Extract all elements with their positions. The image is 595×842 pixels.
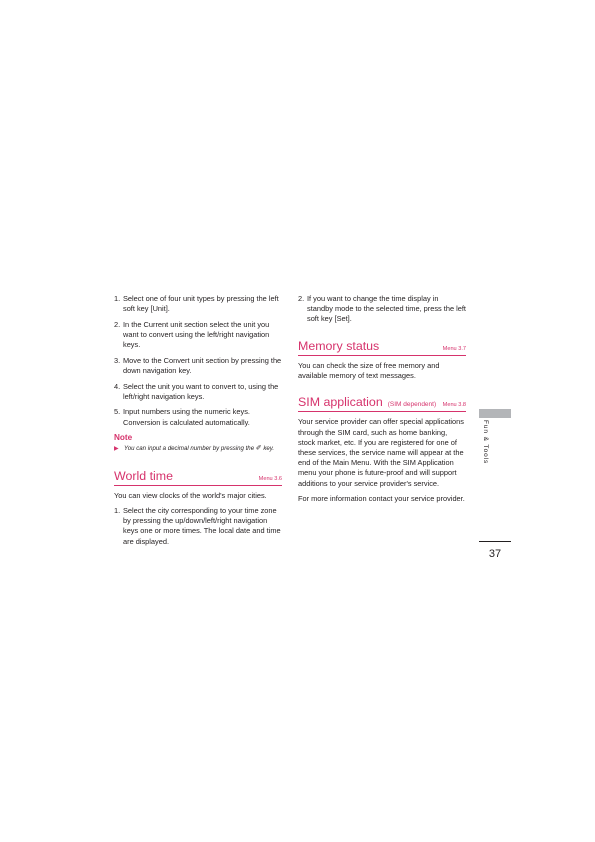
right-column [298,294,466,504]
divider [479,541,511,542]
step-text: Select the city corresponding to your time zone by pressing the up/down/left/right navigation keys one or more times. The local date and time are displayed. [123,506,281,546]
triangle-bullet-icon: ▶ [114,444,119,452]
note-heading: Note [114,433,133,443]
list-item [114,382,282,402]
unit-converter-steps [114,294,282,428]
section-body: You can check the size of free memory and available memory of text messages. [298,360,440,381]
section-intro: You can view clocks of the world's major cities. [114,490,267,500]
section-body: Your service provider can offer special applications through the SIM card, such as home banking, stock market, etc. If you are registered for one of these services, the service name will appear at the end of the Main Menu. With the SIM Application menu your phone is future-proof and will support additions to your service provider's service. [298,417,464,488]
left-column [114,294,282,552]
step-number: 4. [114,381,121,391]
chapter-label: Fun & Tools [482,420,489,465]
step-text: If you want to change the time display in standby mode to the selected time, press the left soft key [Set]. [307,294,466,324]
step-number: 1. [114,294,121,303]
list-item [114,356,282,376]
step-number: 2. [114,319,121,329]
note-text-after: key. [263,445,275,453]
section-subtitle: (SIM dependent) [387,401,437,409]
sim-application-section [298,395,466,504]
world-time-section [114,469,282,547]
step-text: Move to the Convert unit section by pressing the down navigation key. [123,355,282,375]
section-heading [298,339,466,356]
menu-number: Menu 3.7 [442,345,466,352]
menu-number: Menu 3.8 [442,402,466,409]
menu-number: Menu 3.6 [258,475,282,482]
note-text-before: You can input a decimal number by pressing the [124,445,255,453]
step-text: In the Current unit section select the unit you want to convert using the left/right navigation keys. [123,319,270,350]
note-text [114,444,282,454]
chapter-tab [479,409,511,418]
list-item [114,320,282,351]
list-item [114,506,282,547]
list-item [114,294,282,314]
step-text: Input numbers using the numeric keys. Conversion is calculated automatically. [123,407,250,427]
list-item [298,294,466,325]
memory-status-section [298,339,466,382]
step-text: Select the unit you want to convert to, using the left/right navigation keys. [123,381,279,401]
section-title: World time [114,468,173,483]
world-time-steps-continued [298,294,466,325]
step-text: Select one of four unit types by pressing the left soft key [Unit]. [123,294,279,314]
section-title: Memory status [298,338,380,353]
world-time-steps [114,506,282,547]
page-number: 37 [488,548,502,560]
section-heading [298,395,466,412]
pencil-key-icon: ✐ [255,445,262,453]
section-heading [114,469,282,486]
step-number: 5. [114,407,121,417]
step-number: 1. [114,506,121,515]
section-title: SIM application [298,395,383,410]
list-item [114,407,282,427]
step-number: 2. [298,294,305,303]
step-number: 3. [114,355,121,365]
section-body: For more information contact your service provider. [298,493,465,503]
